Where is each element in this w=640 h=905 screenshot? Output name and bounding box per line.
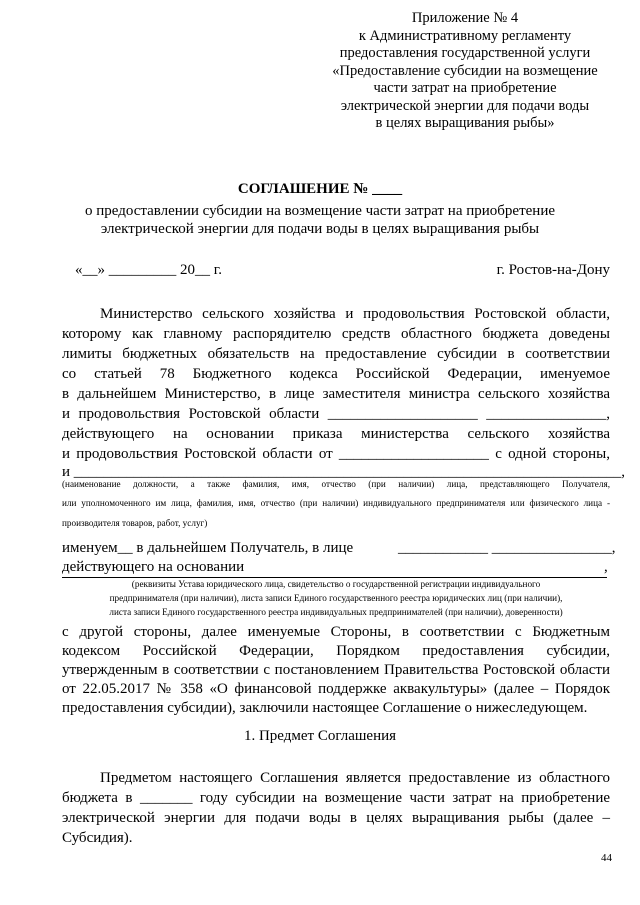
- recipient-note-line: (наименование должности, а также фамилия, имя, отчество (при наличии) лица, представляющего Получателя,: [62, 479, 610, 489]
- appendix-header: [300, 10, 630, 133]
- acting-basis-text: действующего на основании: [62, 559, 245, 575]
- parties-line: от 22.05.2017 № 358 «О финансовой поддержке аквакультуры» (далее – Порядок: [62, 681, 610, 697]
- appendix-line: Приложение № 4: [411, 10, 519, 26]
- recipient-note-line: производителя товаров, работ, услуг): [62, 518, 208, 528]
- intro-line: и продовольствия Ростовской области от ____________________ с одной стороны,: [62, 446, 610, 462]
- parties-line: с другой стороны, далее именуемые Стороны, в соответствии с Бюджетным: [62, 624, 610, 640]
- intro-line: которому как главному распорядителю средств областного бюджета доведены: [62, 326, 610, 342]
- acting-basis-line: [62, 559, 607, 578]
- parties-line: кодексом Российской Федерации, Порядком предоставления субсидии,: [62, 643, 610, 659]
- appendix-line: электрической энергии для подачи воды: [340, 97, 590, 114]
- appendix-line: к Административному регламенту: [358, 27, 572, 44]
- parties-line: утвержденным в соответствии с постановлением Правительства Ростовской области: [62, 662, 610, 678]
- named-line-text: именуем__ в дальнейшем Получатель, в лице: [62, 540, 354, 556]
- subject-line: электрической энергии для подачи воды в целях выращивания рыбы (далее –: [62, 810, 610, 826]
- requisites-note-line: (реквизиты Устава юридического лица, свидетельство о государственной регистрации индивидуального: [131, 579, 541, 589]
- requisites-note-line: предпринимателя (при наличии), листа записи Единого государственного реестра юридических лиц (при наличии),: [109, 593, 563, 603]
- appendix-line: в целях выращивания рыбы»: [375, 115, 555, 131]
- agreement-date: «__» _________ 20__ г.: [75, 262, 222, 278]
- agreement-subtitle-line: электрической энергии для подачи воды в целях выращивания рыбы: [100, 221, 540, 237]
- subject-line: Субсидия).: [62, 830, 133, 846]
- page-number: 44: [601, 852, 612, 864]
- intro-line: и продовольствия Ростовской области ____________________ ________________,: [62, 406, 610, 422]
- subject-line: бюджета в _______ году субсидии на возмещение части затрат на приобретение: [62, 790, 610, 806]
- appendix-line: части затрат на приобретение: [373, 80, 557, 96]
- intro-line: в дальнейшем Министерство, в лице заместителя министра сельского хозяйства: [62, 386, 610, 402]
- recipient-note-line: или уполномоченного им лица, фамилия, имя, отчество (при наличии) индивидуального предпринимателя или физического лица -: [62, 498, 610, 508]
- named-line-blanks: ____________ ________________,: [398, 540, 616, 556]
- agreement-title: СОГЛАШЕНИЕ № ____: [237, 181, 403, 197]
- agreement-subtitle-line: о предоставлении субсидии на возмещение части затрат на приобретение: [84, 203, 556, 219]
- acting-basis-end: ,: [604, 559, 608, 575]
- appendix-line: предоставления государственной услуги: [339, 45, 591, 61]
- agreement-place: г. Ростов-на-Дону: [496, 262, 610, 278]
- requisites-note-line: листа записи Единого государственного реестра индивидуальных предпринимателей (при наличии), доверенности): [109, 607, 563, 617]
- subject-line: Предметом настоящего Соглашения является предоставление из областного: [100, 770, 610, 786]
- parties-line: предоставления субсидии), заключили настоящее Соглашение о нижеследующем.: [62, 700, 588, 716]
- appendix-line: «Предоставление субсидии на возмещение: [332, 62, 598, 79]
- intro-line: и _________________________________________________________________________,: [62, 464, 626, 480]
- section-heading: 1. Предмет Соглашения: [243, 728, 397, 744]
- intro-line: со статьей 78 Бюджетного кодекса Российской Федерации, именуемое: [62, 366, 610, 382]
- intro-line: действующего на основании приказа министерства сельского хозяйства: [62, 426, 610, 442]
- intro-line: лимиты бюджетных обязательств на предоставление субсидии в соответствии: [62, 346, 610, 362]
- intro-line: Министерство сельского хозяйства и продовольствия Ростовской области,: [100, 306, 610, 322]
